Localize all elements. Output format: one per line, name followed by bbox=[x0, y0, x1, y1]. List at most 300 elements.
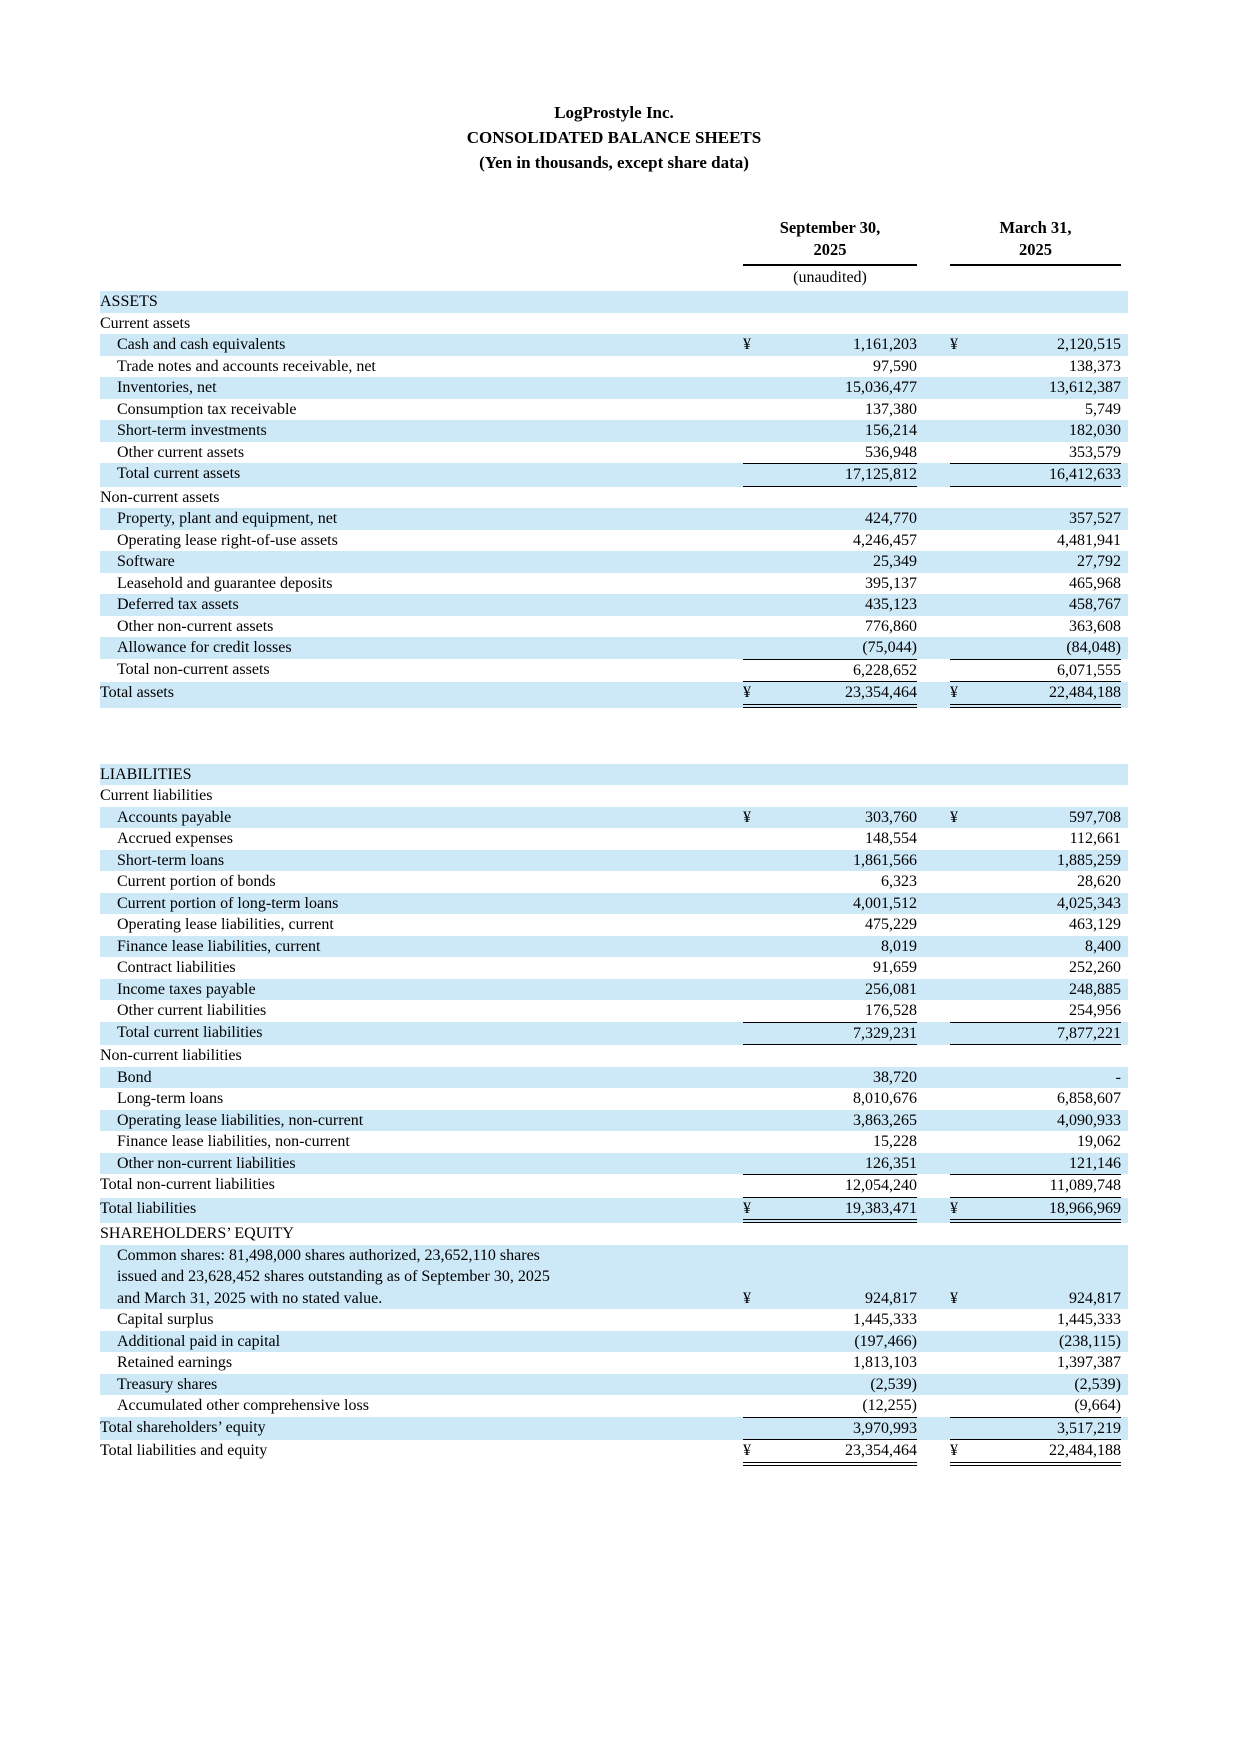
header-spacer bbox=[100, 217, 743, 266]
table-row bbox=[100, 1110, 1128, 1132]
value-group bbox=[950, 1088, 1121, 1110]
yen-symbol: ¥ bbox=[743, 1199, 751, 1217]
row-label: Current portion of bonds bbox=[117, 873, 276, 890]
table-row bbox=[100, 807, 1128, 829]
amount-value: (84,048) bbox=[1066, 639, 1121, 656]
column-gap bbox=[917, 1331, 950, 1353]
row-label: Total shareholders’ equity bbox=[100, 1418, 266, 1436]
value-group bbox=[950, 893, 1121, 915]
value-group bbox=[950, 1198, 1121, 1224]
value-group bbox=[743, 1131, 917, 1153]
yen-symbol: ¥ bbox=[950, 684, 958, 701]
right-padding bbox=[1121, 1374, 1128, 1396]
value-group bbox=[743, 573, 917, 595]
row-label: Operating lease liabilities, current bbox=[117, 916, 334, 933]
right-padding bbox=[1121, 914, 1128, 936]
value-group bbox=[950, 573, 1121, 595]
row-label: Short-term investments bbox=[117, 422, 267, 439]
amount-value: 256,081 bbox=[865, 980, 917, 998]
value-group bbox=[743, 914, 917, 936]
value-group bbox=[950, 682, 1121, 708]
table-row bbox=[100, 442, 1128, 464]
row-label: Deferred tax assets bbox=[117, 596, 239, 613]
value-group bbox=[743, 893, 917, 915]
right-padding bbox=[1121, 334, 1128, 356]
column-gap bbox=[917, 979, 950, 1001]
amount-value: 6,228,652 bbox=[853, 661, 917, 679]
value-group bbox=[950, 1174, 1121, 1198]
row-label: Cash and cash equivalents bbox=[117, 336, 286, 353]
row-label: Capital surplus bbox=[117, 1311, 214, 1328]
value-group bbox=[743, 1309, 917, 1331]
right-padding bbox=[1121, 1088, 1128, 1110]
table-row bbox=[100, 850, 1128, 872]
value-group bbox=[743, 807, 917, 829]
column-gap bbox=[917, 217, 950, 266]
value-group bbox=[743, 530, 917, 552]
right-padding bbox=[1121, 399, 1128, 421]
row-label: Total non-current liabilities bbox=[100, 1176, 275, 1193]
empty-note bbox=[950, 267, 1121, 289]
column-gap bbox=[917, 936, 950, 958]
table-row bbox=[100, 1174, 1128, 1198]
right-padding bbox=[1121, 463, 1128, 487]
row-label: Other non-current assets bbox=[117, 617, 274, 635]
value-group bbox=[743, 1352, 917, 1374]
column-gap bbox=[917, 850, 950, 872]
amount-value: 1,445,333 bbox=[1057, 1311, 1121, 1328]
row-label: Additional paid in capital bbox=[117, 1332, 281, 1350]
section-header-row bbox=[100, 1223, 1128, 1245]
row-label: Short-term loans bbox=[117, 851, 225, 869]
amount-value: 597,708 bbox=[1069, 808, 1121, 826]
table-row bbox=[100, 399, 1128, 421]
value-group bbox=[743, 957, 917, 979]
amount-value: 91,659 bbox=[873, 959, 917, 976]
column-header-sep30 bbox=[743, 217, 917, 266]
value-group bbox=[950, 1395, 1121, 1417]
table-row bbox=[100, 1374, 1128, 1396]
right-padding bbox=[1121, 573, 1128, 595]
amount-value: 463,129 bbox=[1069, 916, 1121, 933]
row-label: Trade notes and accounts receivable, net bbox=[117, 357, 376, 375]
row-label: Leasehold and guarantee deposits bbox=[117, 574, 333, 592]
value-group bbox=[743, 659, 917, 683]
right-padding bbox=[1121, 1174, 1128, 1198]
row-label: Treasury shares bbox=[117, 1375, 218, 1393]
table-row bbox=[100, 530, 1128, 552]
amount-value: 1,861,566 bbox=[853, 851, 917, 869]
value-group bbox=[950, 530, 1121, 552]
column-gap bbox=[917, 1088, 950, 1110]
column-gap bbox=[917, 356, 950, 378]
column-gap bbox=[917, 377, 950, 399]
table-row bbox=[100, 356, 1128, 378]
value-group bbox=[743, 1331, 917, 1353]
amount-value: 424,770 bbox=[865, 510, 917, 527]
value-group bbox=[950, 979, 1121, 1001]
value-group bbox=[743, 420, 917, 442]
column-gap bbox=[917, 594, 950, 616]
row-label-line: and March 31, 2025 with no stated value. bbox=[117, 1289, 383, 1307]
amount-value: 23,354,464 bbox=[845, 1442, 917, 1459]
yen-symbol: ¥ bbox=[743, 336, 751, 353]
amount-value: 5,749 bbox=[1085, 400, 1121, 418]
amount-value: 38,720 bbox=[873, 1068, 917, 1086]
right-padding bbox=[1121, 828, 1128, 850]
amount-value: (9,664) bbox=[1074, 1397, 1121, 1414]
table-row bbox=[100, 871, 1128, 893]
amount-value: (2,539) bbox=[1074, 1375, 1121, 1393]
value-group bbox=[950, 1110, 1121, 1132]
amount-value: 4,481,941 bbox=[1057, 531, 1121, 549]
amount-value: 3,517,219 bbox=[1057, 1419, 1121, 1437]
table-row bbox=[100, 1198, 1128, 1224]
amount-value: (238,115) bbox=[1058, 1332, 1121, 1350]
row-label: Total non-current assets bbox=[117, 660, 270, 678]
table-row bbox=[100, 1153, 1128, 1175]
row-label: Total current assets bbox=[117, 465, 241, 482]
column-gap bbox=[917, 1309, 950, 1331]
value-group bbox=[743, 1288, 917, 1310]
amount-value: 536,948 bbox=[865, 443, 917, 461]
yen-symbol: ¥ bbox=[950, 1442, 958, 1459]
row-label: Total liabilities and equity bbox=[100, 1442, 268, 1459]
amount-value: 176,528 bbox=[865, 1002, 917, 1019]
column-headers bbox=[100, 217, 1128, 266]
amount-value: - bbox=[1115, 1068, 1121, 1086]
right-padding bbox=[1121, 551, 1128, 573]
amount-value: 138,373 bbox=[1069, 357, 1121, 375]
yen-symbol: ¥ bbox=[950, 1199, 958, 1217]
subsection-header-row bbox=[100, 785, 1128, 807]
row-label: Finance lease liabilities, non-current bbox=[117, 1133, 350, 1150]
value-group bbox=[743, 1067, 917, 1089]
table-row bbox=[100, 637, 1128, 659]
value-group bbox=[950, 957, 1121, 979]
right-padding bbox=[1121, 377, 1128, 399]
amount-value: 19,062 bbox=[1077, 1133, 1121, 1150]
section-spacer bbox=[100, 708, 1128, 764]
value-group bbox=[743, 1000, 917, 1022]
yen-symbol: ¥ bbox=[743, 684, 751, 701]
amount-value: 248,885 bbox=[1069, 980, 1121, 998]
value-group bbox=[950, 1288, 1121, 1310]
value-group bbox=[743, 1440, 917, 1466]
column-gap bbox=[917, 1131, 950, 1153]
row-label: Allowance for credit losses bbox=[117, 639, 292, 656]
value-group bbox=[950, 551, 1121, 573]
amount-value: 17,125,812 bbox=[845, 466, 917, 483]
amount-value: 4,001,512 bbox=[853, 894, 917, 912]
amount-value: (2,539) bbox=[870, 1375, 917, 1393]
table-row bbox=[100, 508, 1128, 530]
column-gap bbox=[917, 399, 950, 421]
table-row bbox=[100, 682, 1128, 708]
column-header-sep30-line2: 2025 bbox=[813, 240, 847, 259]
right-padding bbox=[1121, 1067, 1128, 1089]
amount-value: 1,397,387 bbox=[1057, 1354, 1121, 1371]
table-row bbox=[100, 893, 1128, 915]
document-subtitle: (Yen in thousands, except share data) bbox=[479, 153, 749, 172]
table-row bbox=[100, 1417, 1128, 1441]
amount-value: 182,030 bbox=[1069, 422, 1121, 439]
value-group bbox=[743, 682, 917, 708]
amount-value: 435,123 bbox=[865, 596, 917, 613]
column-gap bbox=[917, 1067, 950, 1089]
amount-value: 395,137 bbox=[865, 574, 917, 592]
amount-value: 465,968 bbox=[1069, 574, 1121, 592]
value-group bbox=[950, 1331, 1121, 1353]
right-padding bbox=[1121, 530, 1128, 552]
amount-value: 1,161,203 bbox=[853, 336, 917, 353]
table-row bbox=[100, 914, 1128, 936]
value-group bbox=[950, 1131, 1121, 1153]
value-group bbox=[743, 871, 917, 893]
table-row bbox=[100, 616, 1128, 638]
row-label: Current portion of long-term loans bbox=[117, 894, 339, 912]
column-gap bbox=[917, 267, 950, 289]
section-header-row bbox=[100, 291, 1128, 313]
table-row bbox=[100, 936, 1128, 958]
yen-symbol: ¥ bbox=[743, 1289, 751, 1307]
value-group bbox=[743, 1110, 917, 1132]
right-padding bbox=[1121, 1440, 1128, 1466]
row-label: Total liabilities bbox=[100, 1199, 197, 1217]
table-row bbox=[100, 551, 1128, 573]
table-row bbox=[100, 1022, 1128, 1046]
right-padding bbox=[1121, 1000, 1128, 1022]
column-gap bbox=[917, 1110, 950, 1132]
column-gap bbox=[917, 463, 950, 487]
column-gap bbox=[917, 1153, 950, 1175]
value-group bbox=[950, 659, 1121, 683]
amount-value: 458,767 bbox=[1069, 596, 1121, 613]
value-group bbox=[950, 637, 1121, 659]
yen-symbol: ¥ bbox=[743, 808, 751, 826]
row-label: Contract liabilities bbox=[117, 959, 236, 976]
right-padding bbox=[1121, 1153, 1128, 1175]
amount-value: 6,071,555 bbox=[1057, 661, 1121, 679]
amount-value: 22,484,188 bbox=[1049, 684, 1121, 701]
right-padding bbox=[1121, 1417, 1128, 1441]
row-label: Total assets bbox=[100, 684, 174, 701]
value-group bbox=[743, 1153, 917, 1175]
amount-value: 12,054,240 bbox=[845, 1177, 917, 1194]
value-group bbox=[950, 1417, 1121, 1441]
row-label: Total current liabilities bbox=[117, 1023, 263, 1041]
table-row bbox=[100, 1067, 1128, 1089]
row-label: Operating lease right-of-use assets bbox=[117, 531, 338, 549]
subsection-header-row bbox=[100, 487, 1128, 509]
right-padding bbox=[1121, 1110, 1128, 1132]
value-group bbox=[950, 594, 1121, 616]
value-group bbox=[950, 1022, 1121, 1046]
table-row bbox=[100, 828, 1128, 850]
amount-value: 3,970,993 bbox=[853, 1419, 917, 1437]
value-group bbox=[950, 508, 1121, 530]
value-group bbox=[743, 334, 917, 356]
row-label: Accumulated other comprehensive loss bbox=[117, 1397, 369, 1414]
column-gap bbox=[917, 957, 950, 979]
amount-value: (75,044) bbox=[862, 639, 917, 656]
column-gap bbox=[917, 1198, 950, 1224]
value-group bbox=[743, 979, 917, 1001]
value-group bbox=[743, 463, 917, 487]
amount-value: 2,120,515 bbox=[1057, 336, 1121, 353]
amount-value: 25,349 bbox=[873, 553, 917, 570]
right-padding bbox=[1121, 979, 1128, 1001]
amount-value: 303,760 bbox=[865, 808, 917, 826]
row-label: LIABILITIES bbox=[100, 765, 192, 783]
table-row bbox=[100, 1395, 1128, 1417]
table-row bbox=[100, 1352, 1128, 1374]
amount-value: 137,380 bbox=[865, 400, 917, 418]
right-padding bbox=[1121, 850, 1128, 872]
table-row bbox=[100, 1131, 1128, 1153]
amount-value: (197,466) bbox=[854, 1332, 917, 1350]
column-gap bbox=[917, 334, 950, 356]
column-header-mar31 bbox=[950, 217, 1121, 266]
right-padding bbox=[1121, 659, 1128, 683]
table-row bbox=[100, 1088, 1128, 1110]
value-group bbox=[743, 508, 917, 530]
column-gap bbox=[917, 807, 950, 829]
company-name: LogProstyle Inc. bbox=[554, 103, 674, 122]
value-group bbox=[950, 616, 1121, 638]
right-padding bbox=[1121, 420, 1128, 442]
right-padding bbox=[1121, 893, 1128, 915]
amount-value: 8,010,676 bbox=[853, 1090, 917, 1107]
value-group bbox=[743, 1198, 917, 1224]
row-label-line: Common shares: 81,498,000 shares authorized, 23,652,110 shares bbox=[117, 1246, 540, 1264]
unaudited-note: (unaudited) bbox=[793, 269, 867, 286]
amount-value: 15,228 bbox=[873, 1133, 917, 1150]
amount-value: 363,608 bbox=[1069, 617, 1121, 635]
amount-value: 148,554 bbox=[865, 830, 917, 847]
yen-symbol: ¥ bbox=[743, 1442, 751, 1459]
row-label: Bond bbox=[117, 1068, 152, 1086]
amount-value: 97,590 bbox=[873, 357, 917, 375]
row-label: Non-current assets bbox=[100, 488, 220, 506]
right-padding bbox=[1121, 1309, 1128, 1331]
row-label: Consumption tax receivable bbox=[117, 400, 297, 418]
row-label: ASSETS bbox=[100, 293, 158, 310]
amount-value: 156,214 bbox=[865, 422, 917, 439]
right-padding bbox=[1121, 957, 1128, 979]
yen-symbol: ¥ bbox=[950, 336, 958, 353]
column-gap bbox=[917, 508, 950, 530]
amount-value: 3,863,265 bbox=[853, 1111, 917, 1129]
column-header-mar31-line1: March 31, bbox=[999, 218, 1072, 237]
value-group bbox=[743, 377, 917, 399]
value-group bbox=[743, 1022, 917, 1046]
value-group bbox=[743, 637, 917, 659]
amount-value: 4,246,457 bbox=[853, 531, 917, 549]
amount-value: 27,792 bbox=[1077, 553, 1121, 570]
value-group bbox=[743, 1374, 917, 1396]
subsection-header-row bbox=[100, 1045, 1128, 1067]
amount-value: 23,354,464 bbox=[845, 684, 917, 701]
value-group bbox=[743, 1174, 917, 1198]
table-row bbox=[100, 659, 1128, 683]
balance-sheet-table bbox=[100, 217, 1128, 1466]
document-header bbox=[100, 100, 1128, 175]
header-spacer bbox=[100, 267, 743, 289]
subsection-header-row bbox=[100, 313, 1128, 335]
amount-value: 15,036,477 bbox=[845, 379, 917, 396]
column-gap bbox=[917, 659, 950, 683]
amount-value: 13,612,387 bbox=[1049, 379, 1121, 396]
row-label: Accrued expenses bbox=[117, 830, 233, 847]
value-group bbox=[743, 356, 917, 378]
amount-value: 6,323 bbox=[881, 873, 917, 890]
value-group bbox=[743, 1395, 917, 1417]
amount-value: 4,025,343 bbox=[1057, 894, 1121, 912]
yen-symbol: ¥ bbox=[950, 808, 958, 826]
table-row bbox=[100, 979, 1128, 1001]
value-group bbox=[950, 850, 1121, 872]
amount-value: 28,620 bbox=[1077, 873, 1121, 890]
yen-symbol: ¥ bbox=[950, 1289, 958, 1307]
value-group bbox=[950, 828, 1121, 850]
row-label: Income taxes payable bbox=[117, 980, 256, 998]
value-group bbox=[743, 399, 917, 421]
row-label: Finance lease liabilities, current bbox=[117, 937, 321, 955]
column-gap bbox=[917, 1374, 950, 1396]
amount-value: 254,956 bbox=[1069, 1002, 1121, 1019]
table-row bbox=[100, 1440, 1128, 1466]
right-padding bbox=[1121, 217, 1128, 266]
row-label: Other current liabilities bbox=[117, 1002, 267, 1019]
table-row bbox=[100, 957, 1128, 979]
table-row bbox=[100, 1331, 1128, 1353]
column-gap bbox=[917, 828, 950, 850]
row-label: Retained earnings bbox=[117, 1354, 233, 1371]
column-gap bbox=[917, 637, 950, 659]
value-group bbox=[950, 334, 1121, 356]
value-group bbox=[950, 807, 1121, 829]
column-gap bbox=[917, 616, 950, 638]
row-label: Operating lease liabilities, non-current bbox=[117, 1111, 364, 1129]
column-gap bbox=[917, 1417, 950, 1441]
amount-value: 8,400 bbox=[1085, 937, 1121, 955]
right-padding bbox=[1121, 356, 1128, 378]
value-group bbox=[950, 420, 1121, 442]
value-group bbox=[743, 1417, 917, 1441]
right-padding bbox=[1121, 807, 1128, 829]
amount-value: 924,817 bbox=[1069, 1289, 1121, 1307]
column-gap bbox=[917, 551, 950, 573]
right-padding bbox=[1121, 1198, 1128, 1224]
value-group bbox=[743, 551, 917, 573]
column-gap bbox=[917, 573, 950, 595]
table-row bbox=[100, 573, 1128, 595]
amount-value: 18,966,969 bbox=[1049, 1199, 1121, 1217]
column-gap bbox=[917, 1000, 950, 1022]
column-gap bbox=[917, 914, 950, 936]
amount-value: 4,090,933 bbox=[1057, 1111, 1121, 1129]
amount-value: 1,885,259 bbox=[1057, 851, 1121, 869]
value-group bbox=[950, 936, 1121, 958]
table-row bbox=[100, 334, 1128, 356]
right-padding bbox=[1121, 442, 1128, 464]
row-label: Software bbox=[117, 553, 175, 570]
amount-value: 357,527 bbox=[1069, 510, 1121, 527]
amount-value: 924,817 bbox=[865, 1289, 917, 1307]
value-group bbox=[743, 616, 917, 638]
table-row bbox=[100, 1245, 1128, 1310]
